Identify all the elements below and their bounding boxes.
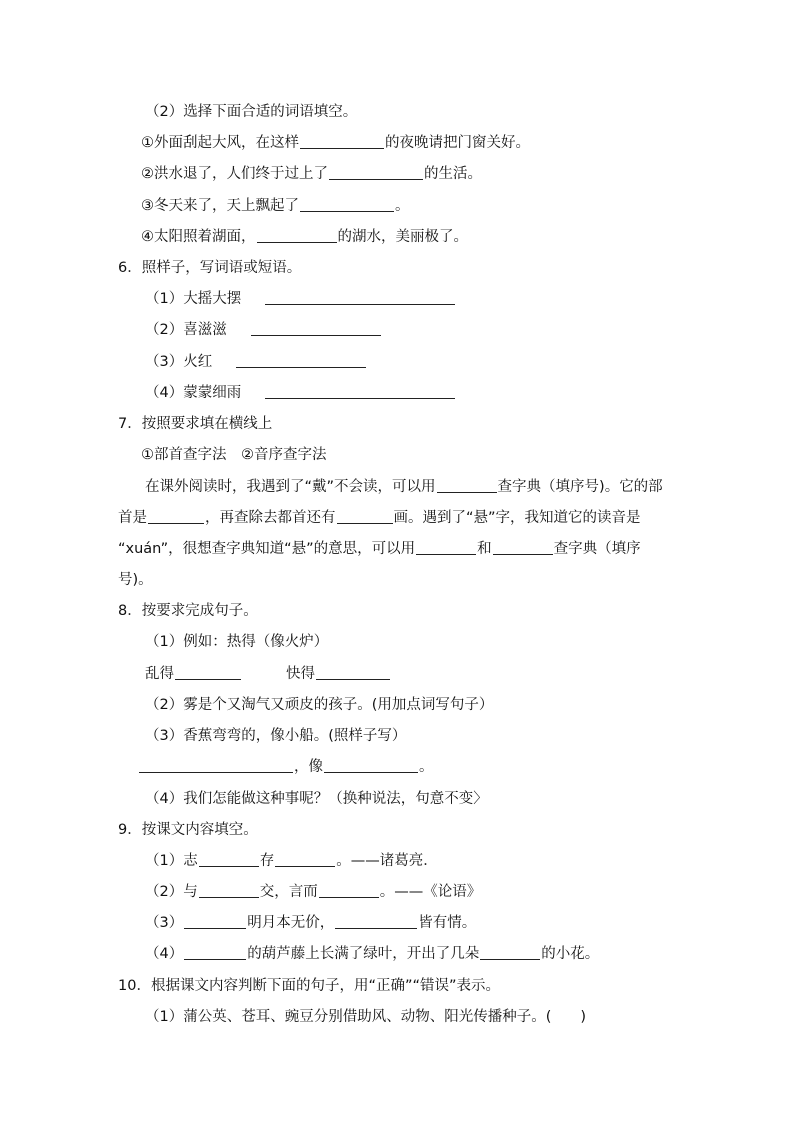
- q6-title: 6．照样子，写词语或短语。: [118, 260, 302, 276]
- answer-blank[interactable]: [335, 913, 417, 929]
- answer-blank[interactable]: [199, 851, 259, 867]
- answer-blank[interactable]: [236, 352, 366, 368]
- answer-blank[interactable]: [337, 508, 393, 524]
- answer-blank[interactable]: [175, 664, 241, 680]
- q7-options: ①部首查字法 ②音序查字法: [141, 447, 327, 463]
- answer-blank[interactable]: [319, 882, 379, 898]
- q9-title: 9．按课文内容填空。: [118, 822, 258, 838]
- q5-sentence-4: ④太阳照着湖面， 的湖水，美丽极了。: [141, 229, 468, 245]
- q8-sub1-example: （1）例如：热得（像火炉）: [145, 634, 329, 650]
- answer-blank[interactable]: [251, 320, 381, 336]
- q10-sub1-statement: （1）蒲公英、苍耳、豌豆分别借助风、动物、阳光传播种子。( ): [145, 1009, 587, 1025]
- q9-line-3: （3） 明月本无价， 皆有情。: [145, 915, 477, 931]
- q6-item-3: （3）火红: [145, 352, 367, 372]
- q9-line-1: （1）志 存 。——诸葛亮．: [145, 853, 438, 869]
- answer-blank[interactable]: [199, 882, 259, 898]
- answer-blank[interactable]: [300, 133, 384, 149]
- q9-line-2: （2）与 交，言而 。——《论语》: [145, 884, 482, 900]
- answer-blank[interactable]: [184, 944, 246, 960]
- q8-sub3-instruction: （3）香蕉弯弯的，像小船。(照样子写）: [145, 728, 407, 744]
- q5-sub2-instruction: （2）选择下面合适的词语填空。: [145, 104, 358, 120]
- answer-blank[interactable]: [416, 539, 476, 555]
- answer-blank[interactable]: [437, 477, 497, 493]
- q5-sentence-2: ②洪水退了，人们终于过上了 的生活。: [141, 166, 482, 182]
- q6-item-2: （2）喜滋滋: [145, 320, 382, 340]
- q6-item-1: （1）大摇大摆: [145, 289, 456, 309]
- q8-sub3-answer: ，像 。: [138, 757, 434, 777]
- q7-paragraph-line-1: 在课外阅读时，我遇到了“戴”不会读，可以用 查字典（填序号)。它的部: [145, 479, 663, 495]
- answer-blank[interactable]: [265, 383, 455, 399]
- answer-blank[interactable]: [316, 664, 390, 680]
- answer-blank[interactable]: [139, 757, 293, 773]
- answer-blank[interactable]: [480, 944, 540, 960]
- answer-blank[interactable]: [329, 164, 423, 180]
- q7-paragraph-line-4: 号)。: [118, 572, 153, 588]
- q6-item-4: （4）蒙蒙细雨: [145, 383, 456, 403]
- q7-paragraph-line-3: “xuán”，很想查字典知道“悬”的意思，可以用 和 查字典（填序: [118, 541, 641, 557]
- q8-sub1-answers: 乱得 快得: [145, 664, 391, 684]
- answer-blank[interactable]: [324, 757, 418, 773]
- q9-line-4: （4） 的葫芦藤上长满了绿叶，开出了几朵 的小花。: [145, 946, 600, 962]
- q5-sentence-1: ①外面刮起大风，在这样 的夜晚请把门窗关好。: [141, 135, 530, 151]
- answer-blank[interactable]: [493, 539, 553, 555]
- q8-sub2-instruction: （2）雾是个又淘气又顽皮的孩子。(用加点词写句子）: [145, 697, 494, 713]
- q10-title: 10．根据课文内容判断下面的句子，用“正确”“错误”表示。: [118, 978, 500, 994]
- answer-blank[interactable]: [184, 913, 246, 929]
- q5-sentence-3: ③冬天来了，天上飘起了 。: [141, 198, 410, 214]
- answer-blank[interactable]: [265, 289, 455, 305]
- q7-paragraph-line-2: 首是 ，再查除去都首还有 画。遇到了“悬”字，我知道它的读音是: [118, 510, 641, 526]
- answer-blank[interactable]: [275, 851, 335, 867]
- q7-title: 7．按照要求填在横线上: [118, 416, 273, 432]
- answer-blank[interactable]: [300, 196, 394, 212]
- q8-sub4-instruction: （4）我们怎能做这种事呢？（换种说法，句意不变〉: [145, 791, 488, 807]
- answer-blank[interactable]: [148, 508, 204, 524]
- answer-blank[interactable]: [257, 227, 337, 243]
- q8-title: 8．按要求完成句子。: [118, 603, 258, 619]
